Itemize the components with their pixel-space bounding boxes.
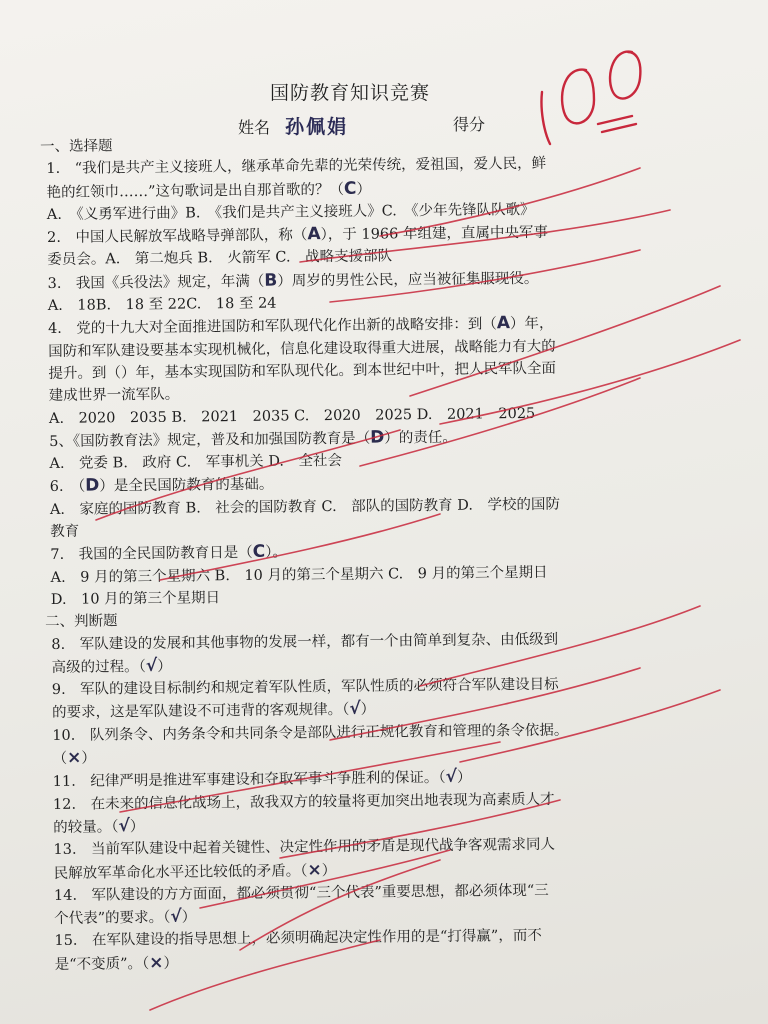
score-handwritten	[528, 40, 658, 150]
line-text: 教育	[50, 523, 80, 541]
page-title: 国防教育知识竞赛	[269, 82, 430, 104]
line-text-tail: ）	[181, 909, 197, 926]
line-text-tail: ）	[360, 702, 376, 719]
line-text: 的较量。（	[53, 819, 119, 836]
line-text-tail: ）。	[265, 544, 288, 562]
line-text: A. 《义勇军进行曲》B. 《我们是共产主义接班人》C. 《少年先锋队队歌》	[46, 201, 535, 223]
handwritten-answer: A	[496, 313, 511, 334]
handwritten-answer: A	[307, 224, 321, 245]
line-text: 个代表”的要求。（	[54, 909, 171, 928]
line-text: 一、选择题	[40, 138, 113, 156]
line-text: 10. 队列条令、内务条令和共同条令是部队进行正规化教育和管理的条令依据。	[52, 722, 569, 744]
handwritten-answer: √	[445, 767, 457, 788]
handwritten-answer: ×	[66, 747, 82, 768]
name-handwritten: 孙佩娟	[285, 116, 349, 138]
handwritten-answer: √	[145, 655, 158, 676]
line-text-tail: ）	[129, 818, 145, 836]
handwritten-answer: D	[370, 427, 385, 448]
handwritten-answer: B	[264, 270, 278, 291]
line-text: A. 家庭的国防教育 B. 社会的国防教育 C. 部队的国防教育 D. 学校的国防	[49, 496, 561, 518]
line-text: 委员会。A. 第二炮兵 B. 火箭军 C. 战略支援部队	[47, 248, 393, 269]
line-text-tail: ），于 1966 年组建，直属中央军事	[320, 224, 549, 244]
line-text-tail: ）的责任。	[384, 429, 457, 447]
handwritten-answer: D	[85, 475, 100, 497]
line-text: 是“不变质”。（	[54, 955, 150, 973]
score-label: 得分	[453, 115, 486, 134]
handwritten-answer: C	[343, 178, 357, 199]
line-text: D. 10 月的第三个星期日	[50, 590, 221, 608]
line-text: 9. 军队的建设目标制约和规定着军队性质，军队性质的必须符合军队建设目标	[51, 676, 559, 699]
line-text: 的要求，这是军队建设不可违背的客观规律。（	[51, 702, 350, 722]
handwritten-answer: √	[170, 906, 182, 927]
line-text-tail: ）	[81, 750, 96, 767]
line-text-tail: ）	[321, 862, 337, 879]
line-text-tail: ）年，	[509, 316, 554, 333]
line-text: A. 18B. 18 至 22C. 18 至 24	[47, 295, 277, 315]
name-label: 姓名	[238, 118, 271, 137]
line-text: A. 党委 B. 政府 C. 军事机关 D. 全社会	[49, 453, 343, 473]
line-text-tail: ）是全民国防教育的基础。	[99, 477, 274, 495]
line-text: 民解放军革命化水平还比较低的矛盾。（	[53, 862, 308, 882]
line-text: 5、《国防教育法》规定，普及和加强国防教育是（	[49, 430, 371, 450]
line-text: 2. 中国人民解放军战略导弹部队，称（	[46, 227, 308, 247]
line-text: 艳的红领巾……”这句歌词是出自那首歌的？（	[46, 181, 345, 201]
line-text: （	[52, 750, 68, 767]
line-text: A. 2020 2035 B. 2021 2035 C. 2020 2025 D. 2021 2025	[48, 405, 536, 427]
line-text: 7. 我国的全民国防教育日是（	[50, 545, 253, 564]
line-text-tail: ）	[163, 955, 179, 972]
line-text: 建成世界一流军队。	[48, 386, 180, 405]
line-text: 提升。到（）年，基本实现国防和军队现代化。到本世纪中叶，把人民军队全面	[48, 360, 557, 382]
line-text: 8. 军队建设的发展和其他事物的发展一样，都有一个由简单到复杂、由低级到	[51, 631, 559, 653]
handwritten-answer: ×	[307, 859, 322, 880]
line-text: 国防和军队建设要基本实现机械化，信息化建设取得重大进展，战略能力有大的	[48, 338, 556, 360]
line-text: 6. （	[49, 479, 86, 496]
handwritten-answer: C	[252, 542, 266, 563]
line-text: 4. 党的十九大对全面推进国防和军队现代化作出新的战略安排：到（	[47, 316, 497, 338]
line-text-tail: ）	[157, 658, 172, 675]
line-text: 3. 我国《兵役法》规定，年满（	[47, 273, 265, 292]
line-text: 12. 在未来的信息化战场上，敌我双方的较量将更加突出地表现为高素质人才	[52, 791, 555, 813]
handwritten-answer: √	[349, 699, 361, 720]
line-text: 高级的过程。（	[51, 658, 146, 676]
line-text: 11. 纪律严明是推进军事建设和夺取军事斗争胜利的保证。（	[52, 770, 446, 791]
line-text: 15. 在军队建设的指导思想上，必须明确起决定性作用的是“打得赢”，而不	[54, 928, 542, 950]
line-text: 二、判断题	[45, 613, 118, 631]
handwritten-answer: √	[118, 816, 130, 837]
line-text: 13. 当前军队建设中起着关键性、决定性作用的矛盾是现代战争客观需求同人	[53, 836, 556, 859]
line-text-tail: ）	[456, 769, 472, 787]
line-text: 14. 军队建设的方方面面，都必须贯彻“三个代表”重要思想，都必须体现“三	[53, 882, 549, 904]
line-text-tail: ）	[356, 181, 372, 198]
line-text: A. 9 月的第三个星期六 B. 10 月的第三个星期六 C. 9 月的第三个星期日	[50, 564, 548, 586]
handwritten-answer: ×	[149, 952, 164, 973]
question-body	[40, 130, 659, 976]
line-text-tail: ）周岁的男性公民，应当被征集服现役。	[277, 270, 539, 290]
line-text: 1. “我们是共产主义接班人，继承革命先辈的光荣传统，爱祖国，爱人民，鲜	[46, 156, 547, 178]
